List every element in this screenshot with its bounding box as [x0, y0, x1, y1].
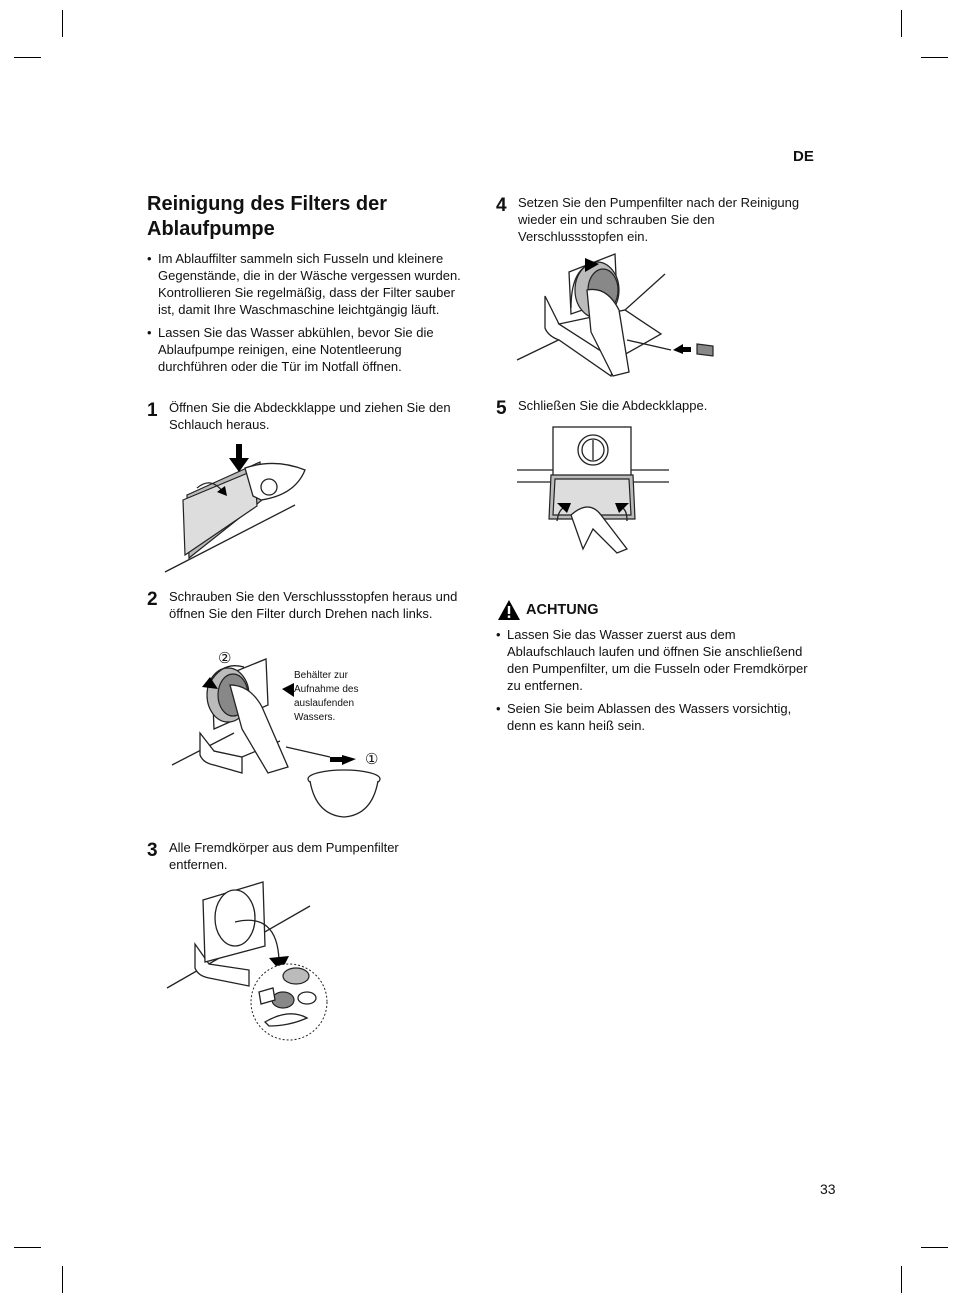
section-title-line2: Ablaufpumpe: [147, 218, 275, 240]
crop-mark: [921, 57, 948, 58]
caution-bullet: • Seien Sie beim Ablassen des Wassers vorsichtig, denn es kann heiß sein.: [496, 700, 811, 734]
step-text: Alle Fremdkörper aus dem Pumpenfilter entfernen.: [169, 840, 399, 872]
caution-bullet-list: [496, 626, 811, 740]
step-text: Schrauben Sie den Verschlussstopfen heraus und öffnen Sie den Filter durch Drehen nach links.: [169, 589, 458, 621]
step1-illustration: [165, 440, 315, 575]
callout-line: Wassers.: [294, 712, 336, 723]
step-number: 3: [147, 840, 158, 861]
caution-heading: ACHTUNG: [526, 602, 599, 618]
callout-line: Behälter zur: [294, 670, 348, 681]
intro-bullet-list: [147, 250, 469, 381]
step-text: Schließen Sie die Abdeckklappe.: [518, 398, 708, 413]
caution-bullet: • Lassen Sie das Wasser zuerst aus dem Ablaufschlauch laufen und öffnen Sie anschließend den Pumpenfilter, um die Fusseln oder Fremdkörper zu entfernen.: [496, 626, 811, 694]
crop-mark: [14, 1247, 41, 1248]
section-title: [147, 192, 467, 242]
step-number: 2: [147, 589, 158, 610]
step-number: 1: [147, 400, 158, 421]
step2-marker-1: ①: [365, 751, 379, 768]
step3-illustration: [165, 880, 335, 1045]
crop-mark: [921, 1247, 948, 1248]
language-tag: DE: [793, 148, 814, 165]
crop-mark: [62, 10, 63, 37]
crop-mark: [901, 1266, 902, 1293]
step-number: 5: [496, 398, 507, 419]
step2-illustration: [170, 645, 400, 820]
crop-mark: [62, 1266, 63, 1293]
section-title-line1: Reinigung des Filters der: [147, 193, 388, 215]
step5-illustration: [517, 425, 677, 555]
callout-line: auslaufenden: [294, 698, 355, 709]
step4-illustration: [515, 250, 725, 380]
step-number: 4: [496, 195, 507, 216]
crop-mark: [901, 10, 902, 37]
step2-marker-2: ②: [218, 650, 232, 667]
intro-bullet: • Lassen Sie das Wasser abkühlen, bevor Sie die Ablaufpumpe reinigen, eine Notentleerung durchführen oder die Tür im Notfall öffnen.: [147, 324, 469, 375]
intro-bullet: • Im Ablauffilter sammeln sich Fusseln und kleinere Gegenstände, die in der Wäsche vergessen wurden. Kontrollieren Sie regelmäßig, dass der Filter sauber ist, damit Ihre Waschmaschine leichtgängig läuft.: [147, 250, 469, 318]
step-text: Öffnen Sie die Abdeckklappe und ziehen Sie den Schlauch heraus.: [169, 400, 451, 432]
crop-mark: [14, 57, 41, 58]
warning-icon: [497, 599, 521, 621]
page-number: 33: [820, 1181, 836, 1197]
step-text: Setzen Sie den Pumpenfilter nach der Reinigung wieder ein und schrauben Sie den Verschlussstopfen ein.: [518, 195, 800, 244]
callout-line: Aufnahme des: [294, 684, 359, 695]
